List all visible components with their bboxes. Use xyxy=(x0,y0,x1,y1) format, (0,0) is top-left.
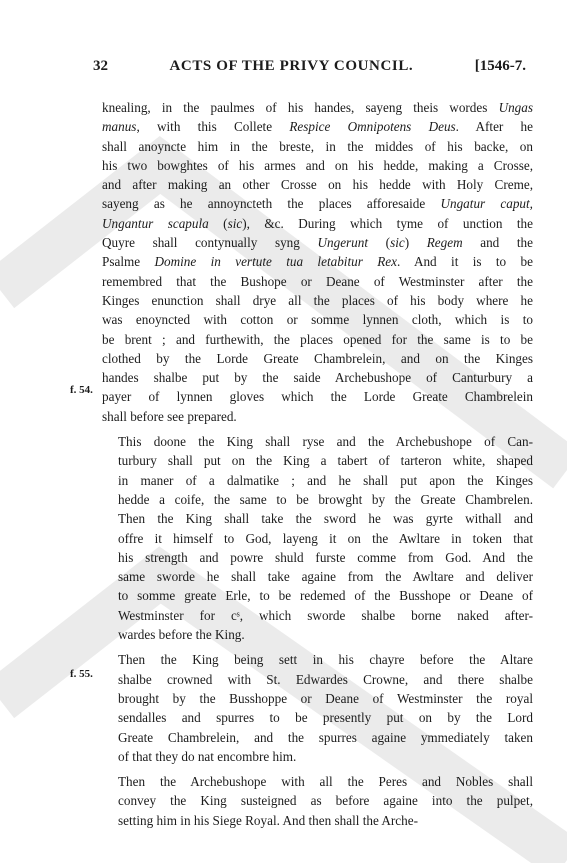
text-line xyxy=(102,670,533,689)
text-line xyxy=(102,310,533,329)
text-line xyxy=(102,689,533,708)
text-line xyxy=(102,625,533,644)
text-run: ( xyxy=(208,215,228,231)
paragraph xyxy=(102,650,533,766)
text-line xyxy=(102,451,533,470)
running-title: ACTS OF THE PRIVY COUNCIL. xyxy=(169,58,414,74)
text-run: sendalles and spurres to be presently put on by the Lord xyxy=(118,710,533,726)
text-run: ( xyxy=(368,235,391,251)
text-line xyxy=(102,291,533,310)
text-line xyxy=(102,772,533,791)
text-run: to somme greate Erle, to be redemed of the Busshope or Deane of xyxy=(118,588,533,604)
paragraph xyxy=(102,98,533,426)
text-run: This doone the King shall ryse and the Archebushope of Can- xyxy=(118,434,533,450)
text-run: convey the King susteigned as before againe into the pulpet, xyxy=(118,793,533,809)
italic-phrase: sic xyxy=(390,235,405,251)
text-run: and the xyxy=(462,235,533,251)
text-run: sayeng as he annoyncteth the places afforesaide xyxy=(102,196,441,212)
text-line xyxy=(102,137,533,156)
italic-phrase: sic xyxy=(227,215,243,231)
text-run: . After he xyxy=(455,119,534,135)
italic-phrase: Ungerunt xyxy=(317,235,369,251)
text-run: Westminster for cˢ, which sworde shalbe borne naked after- xyxy=(118,607,533,623)
text-line xyxy=(102,811,533,830)
text-line xyxy=(102,233,533,252)
text-run: was enoyncted with cotton or somme lynnen cloth, which is to xyxy=(102,312,533,328)
body-text xyxy=(102,98,533,830)
text-line xyxy=(102,98,533,117)
text-line xyxy=(102,432,533,451)
text-run: shall before see prepared. xyxy=(102,408,237,424)
year-range: [1546-7. xyxy=(474,58,526,74)
text-run: handes shalbe put by the saide Archebushope of Canturbury a xyxy=(102,370,533,386)
italic-phrase: Ungantur scapula xyxy=(102,215,209,231)
text-line xyxy=(102,791,533,810)
folio-note-55: f. 55. xyxy=(70,668,93,680)
text-run: setting him in his Siege Royal. And then shall the Arche- xyxy=(118,812,418,828)
text-run: his strength and powre shuld furste comme from God. And the xyxy=(118,549,533,565)
text-run: . And it is to be xyxy=(397,254,533,270)
italic-phrase: Regem xyxy=(426,235,463,251)
paragraph xyxy=(102,772,533,830)
text-line xyxy=(102,490,533,509)
text-run: turbury shall put on the King a tabert of tarteron white, shaped xyxy=(118,453,533,469)
text-line xyxy=(102,747,533,766)
text-line xyxy=(102,567,533,586)
text-line xyxy=(102,156,533,175)
text-line xyxy=(102,368,533,387)
text-run: same sworde he shall take againe from the Awltare and deliver xyxy=(118,569,533,585)
text-run: Kinges enunction shall drye all the places of his body where he xyxy=(102,292,533,308)
text-line xyxy=(102,708,533,727)
text-run: payer of lynnen gloves which the Lorde Greate Chambrelein xyxy=(102,389,533,405)
text-line xyxy=(102,387,533,406)
text-line xyxy=(102,650,533,669)
text-line xyxy=(102,252,533,271)
text-run: Greate Chambrelein, and the spurres againe ymmediately taken xyxy=(118,729,533,745)
italic-phrase: Respice Omnipotens Deus xyxy=(289,119,456,135)
text-run: and after making an other Crosse on his hedde with Holy Creme, xyxy=(102,177,533,193)
italic-phrase: manus xyxy=(102,119,137,135)
text-line xyxy=(102,471,533,490)
text-run: in maner of a dalmatike ; and he shall put apon the Kinges xyxy=(118,472,533,488)
text-run: wardes before the King. xyxy=(118,627,245,643)
text-line xyxy=(102,407,533,426)
text-run: offre it himself to God, layeng it on the Awltare in token that xyxy=(118,530,533,546)
text-line xyxy=(102,330,533,349)
text-line xyxy=(102,509,533,528)
text-run: Then the Archebushope with all the Peres and Nobles shall xyxy=(118,774,533,790)
text-run: Quyre shall contynually syng xyxy=(102,235,318,251)
italic-phrase: Ungatur caput, xyxy=(440,196,533,212)
page-header xyxy=(93,58,526,84)
text-line xyxy=(102,194,533,213)
text-line xyxy=(102,586,533,605)
text-line xyxy=(102,272,533,291)
text-line xyxy=(102,117,533,136)
text-run: of that they do nat encombre him. xyxy=(118,748,297,764)
text-line xyxy=(102,349,533,368)
text-run: clothed by the Lorde Greate Chambrelein, and on the Kinges xyxy=(102,350,533,366)
text-line xyxy=(102,606,533,625)
text-run: ) xyxy=(404,235,427,251)
text-run: his two bowghtes of his armes and on his hedde, making a Crosse, xyxy=(102,157,533,173)
text-run: brought by the Busshoppe or Deane of Westminster the royal xyxy=(118,690,533,706)
text-line xyxy=(102,529,533,548)
folio-note-54: f. 54. xyxy=(70,384,93,396)
paragraph xyxy=(102,432,533,644)
text-line xyxy=(102,175,533,194)
text-run: be brent ; and furthewith, the places opened for the same is to be xyxy=(102,331,533,347)
text-run: shall anoyncte him in the breste, in the middes of his backe, on xyxy=(102,138,533,154)
text-run: Then the King being sett in his chayre before the Altare xyxy=(118,652,533,668)
italic-phrase: Ungas xyxy=(498,100,533,115)
text-run: remembred that the Bushope or Deane of Westminster after the xyxy=(102,273,533,289)
text-run: , with this Collete xyxy=(136,119,290,135)
italic-phrase: Domine in vertute tua letabitur Rex xyxy=(154,254,397,270)
text-line xyxy=(102,548,533,567)
page-number: 32 xyxy=(93,58,108,74)
text-run: ), &c. During which tyme of unction the xyxy=(242,215,533,231)
text-run: hedde a coife, the same to be browght by the Greate Chambrelen. xyxy=(118,491,533,507)
text-run: Psalme xyxy=(102,254,155,270)
text-line xyxy=(102,214,533,233)
text-run: shalbe crowned with St. Edwardes Crowne, and there shalbe xyxy=(118,671,533,687)
text-run: Then the King shall take the sword he was gyrte withall and xyxy=(118,511,533,527)
text-run: knealing, in the paulmes of his handes, sayeng theis wordes xyxy=(102,100,499,115)
text-line xyxy=(102,728,533,747)
